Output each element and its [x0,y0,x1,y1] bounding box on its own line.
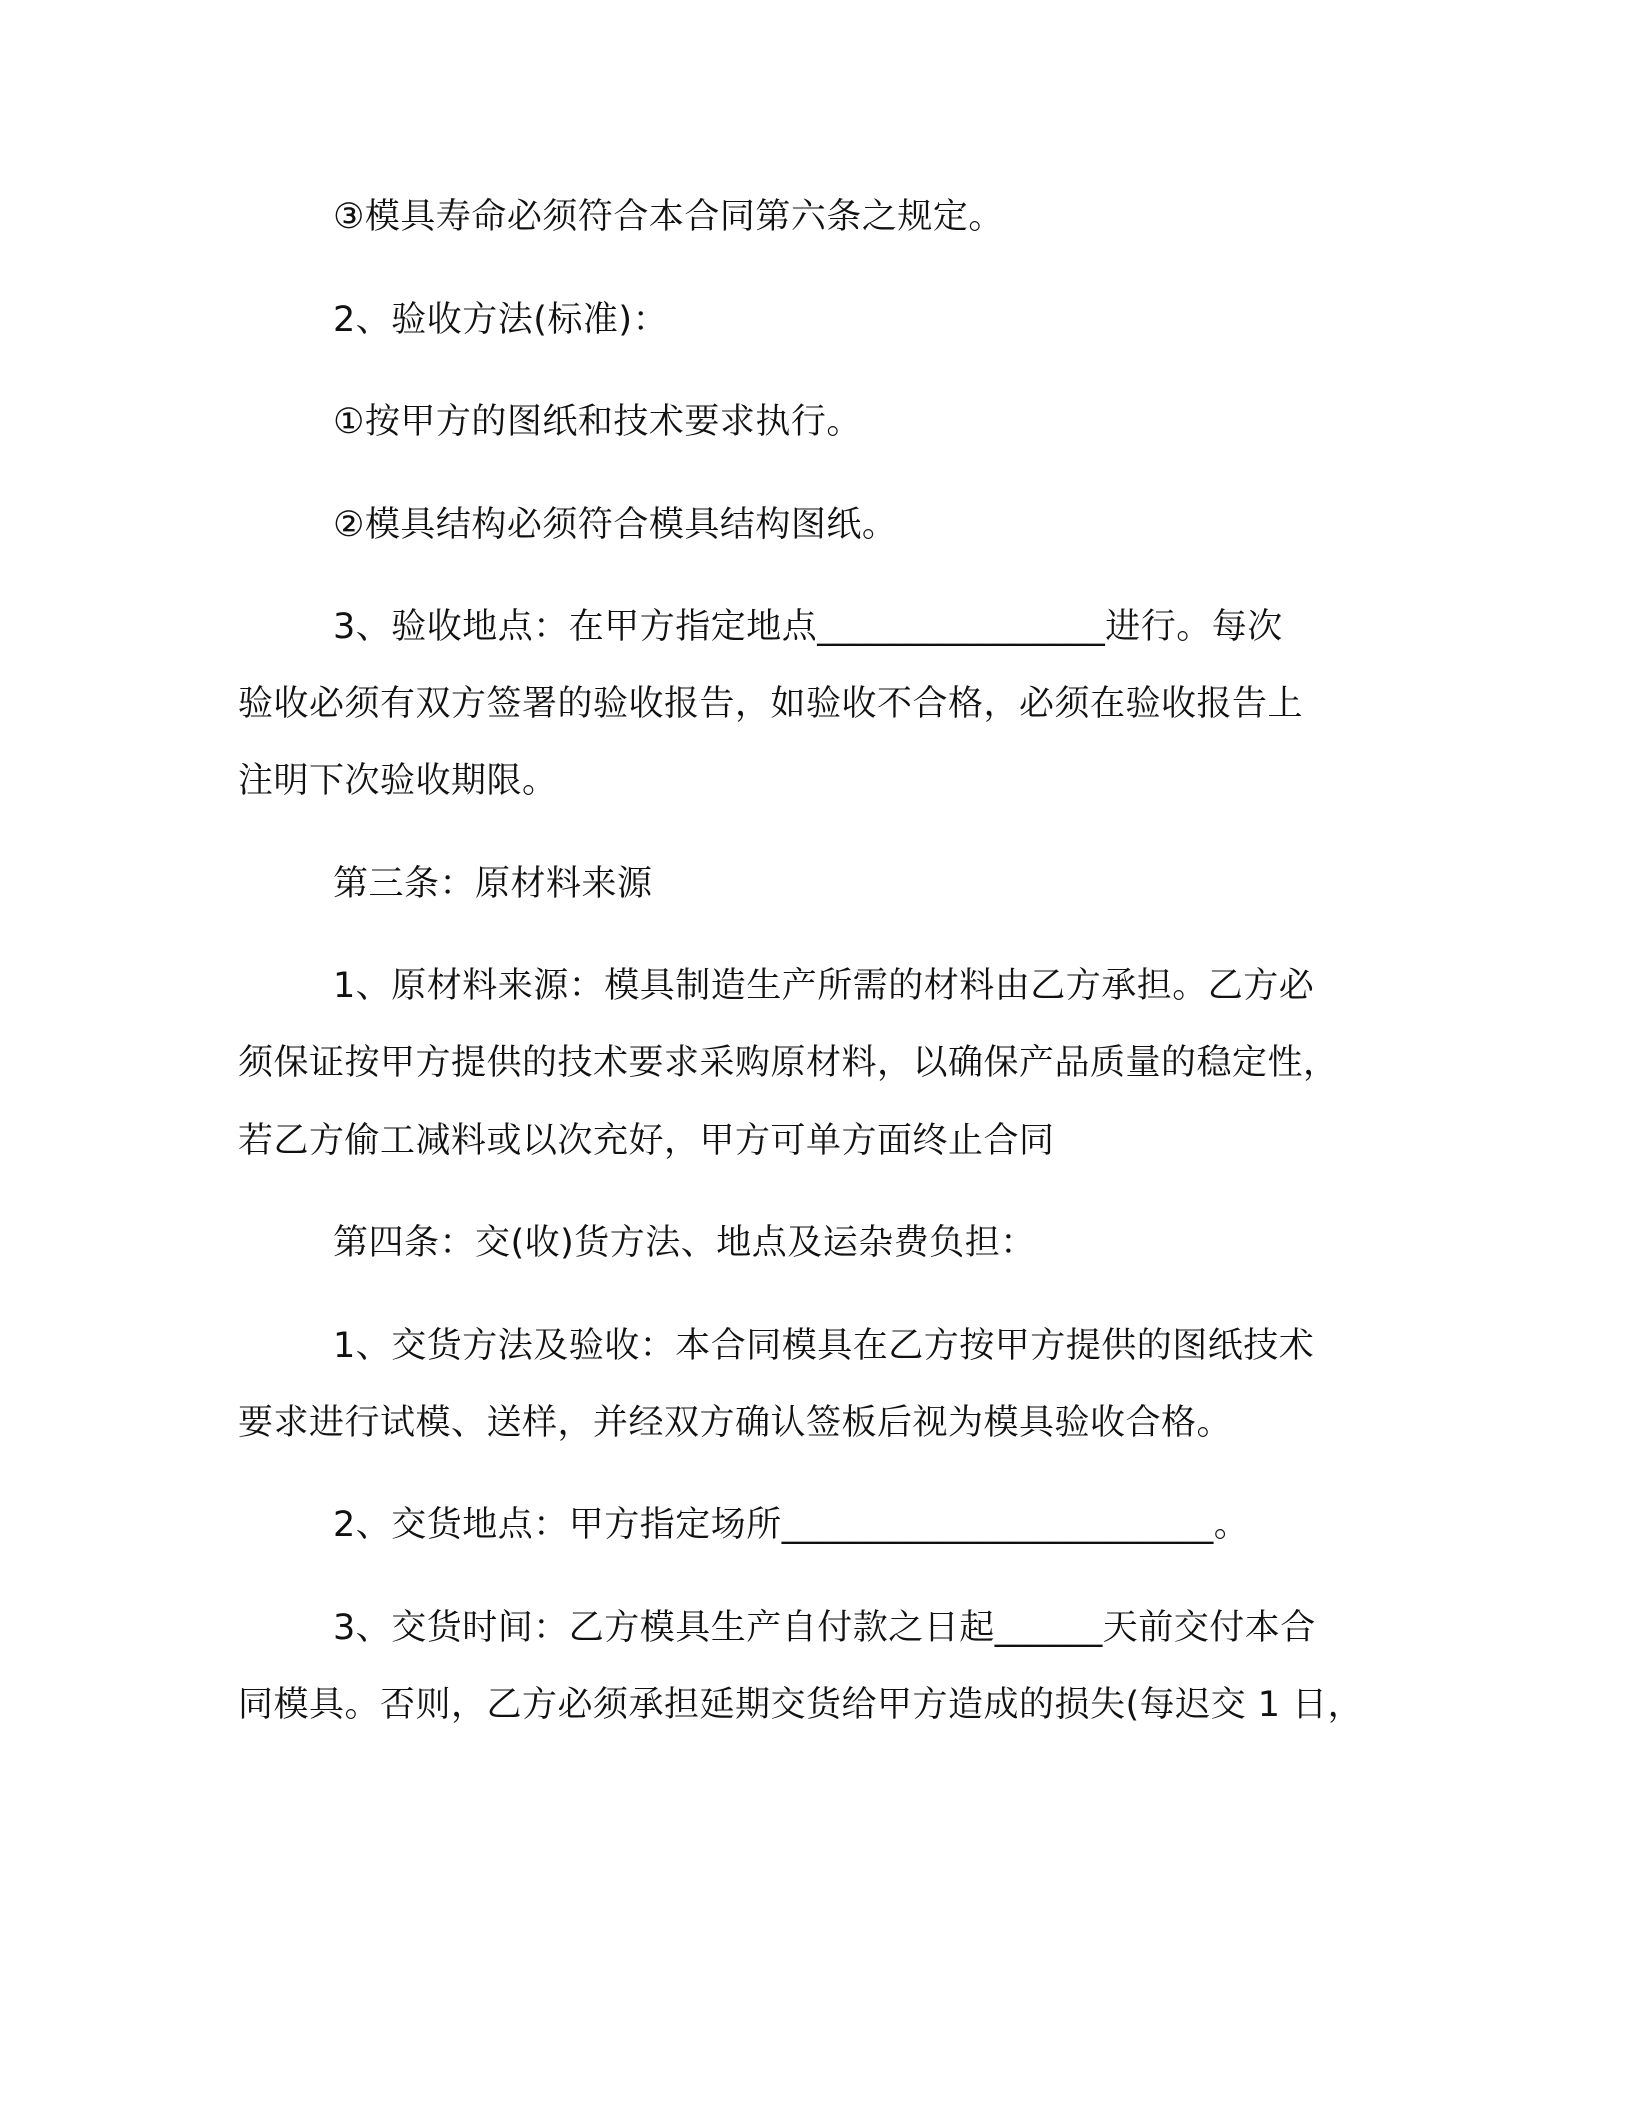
clause-mold-life: ③模具寿命必须符合本合同第六条之规定。 [333,197,1004,237]
clause-acceptance-location-line-3: 注明下次验收期限。 [238,761,558,801]
delivery-time-line-1: 3、交货时间：乙方模具生产自付款之日起______天前交付本合 [333,1608,1316,1648]
clause-acceptance-method-2: ②模具结构必须符合模具结构图纸。 [333,505,898,545]
delivery-method-line-1: 1、交货方法及验收：本合同模具在乙方按甲方提供的图纸技术 [333,1326,1315,1366]
raw-material-line-1: 1、原材料来源：模具制造生产所需的材料由乙方承担。乙方必 [333,966,1315,1006]
clause-acceptance-location-line-1: 3、验收地点：在甲方指定地点________________进行。每次 [333,607,1283,647]
clause-acceptance-method-heading: 2、验收方法(标准)： [333,300,669,340]
article-three-heading: 第三条：原材料来源 [333,864,653,904]
clause-acceptance-method-1: ①按甲方的图纸和技术要求执行。 [333,402,862,442]
clause-acceptance-location-line-2: 验收必须有双方签署的验收报告，如验收不合格，必须在验收报告上 [238,684,1304,724]
delivery-location: 2、交货地点：甲方指定场所________________________。 [333,1505,1250,1545]
raw-material-line-3: 若乙方偷工减料或以次充好，甲方可单方面终止合同 [238,1121,1055,1161]
article-four-heading: 第四条：交(收)货方法、地点及运杂费负担： [333,1223,1036,1263]
raw-material-line-2: 须保证按甲方提供的技术要求采购原材料，以确保产品质量的稳定性， [238,1043,1339,1083]
delivery-time-line-2: 同模具。否则，乙方必须承担延期交货给甲方造成的损失(每迟交 1 日， [238,1685,1364,1725]
delivery-method-line-2: 要求进行试模、送样，并经双方确认签板后视为模具验收合格。 [238,1403,1233,1443]
